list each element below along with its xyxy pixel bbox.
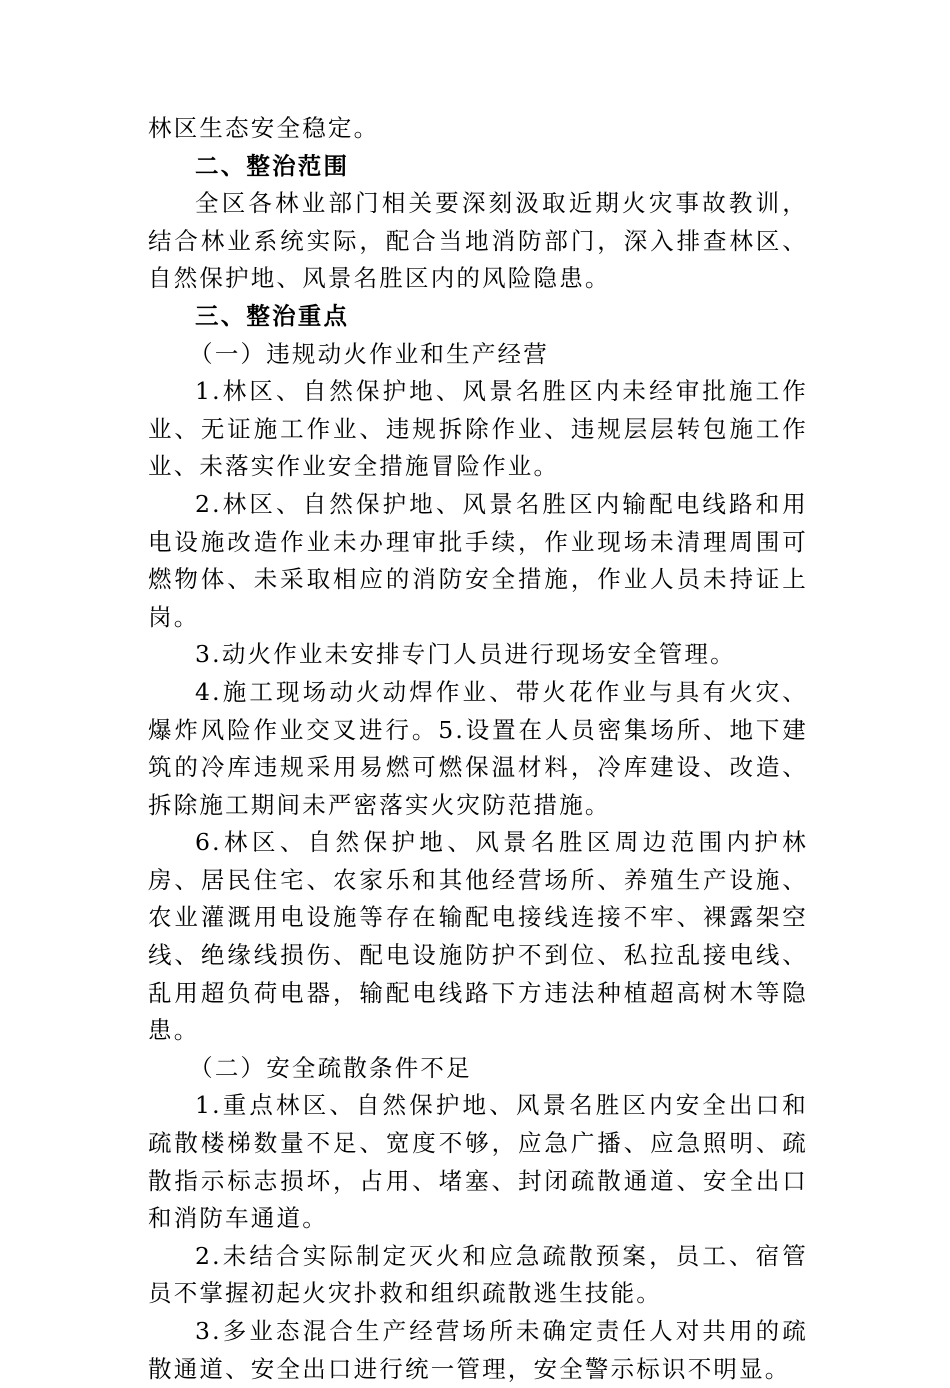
section-heading-scope: 二、整治范围 xyxy=(195,151,350,180)
list-item-6: 6.林区、自然保护地、风景名胜区周边范围内护林房、居民住宅、农家乐和其他经营场所、养殖生产设施、农业灌溉用电设施等存在输配电接线连接不牢、裸露架空线、绝缘线损伤、配电设施防护不到位、私拉乱接电线、乱用超负荷电器，输配电线路下方违法种植超高树木等隐患。 xyxy=(148,828,808,1045)
evacuation-item-1: 1.重点林区、自然保护地、风景名胜区内安全出口和疏散楼梯数量不足、宽度不够，应急广播、应急照明、疏散指示标志损坏，占用、堵塞、封闭疏散通道、安全出口和消防车通道。 xyxy=(148,1091,808,1233)
paragraph-scope: 全区各林业部门相关要深刻汲取近期火灾事故教训，结合林业系统实际，配合当地消防部门，深入排查林区、自然保护地、风景名胜区内的风险隐患。 xyxy=(148,189,808,293)
section-heading-focus: 三、整治重点 xyxy=(195,301,350,330)
list-item-4-5: 4.施工现场动火动焊作业、带火花作业与具有火灾、爆炸风险作业交叉进行。5.设置在人员密集场所、地下建筑的冷库违规采用易燃可燃保温材料，冷库建设、改造、拆除施工期间未严密落实火灾防范措施。 xyxy=(148,677,808,819)
subsection-heading-evacuation: （二）安全疏散条件不足 xyxy=(189,1053,472,1082)
list-item-3: 3.动火作业未安排专门人员进行现场安全管理。 xyxy=(195,640,736,669)
evacuation-item-3: 3.多业态混合生产经营场所未确定责任人对共用的疏散通道、安全出口进行统一管理，安全警示标识不明显。 xyxy=(148,1317,808,1383)
subsection-heading-fire-operations: （一）违规动火作业和生产经营 xyxy=(189,339,549,368)
evacuation-item-2: 2.未结合实际制定灭火和应急疏散预案，员工、宿管员不掌握初起火灾扑救和组织疏散逃生技能。 xyxy=(148,1241,808,1308)
paragraph-continuation: 林区生态安全稳定。 xyxy=(148,114,380,142)
list-item-2: 2.林区、自然保护地、风景名胜区内输配电线路和用电设施改造作业未办理审批手续，作业现场未清理周围可燃物体、未采取相应的消防安全措施，作业人员未持证上岗。 xyxy=(148,489,808,631)
list-item-1: 1.林区、自然保护地、风景名胜区内未经审批施工作业、无证施工作业、违规拆除作业、违规层层转包施工作业、未落实作业安全措施冒险作业。 xyxy=(148,377,808,481)
document-body xyxy=(148,110,808,1388)
